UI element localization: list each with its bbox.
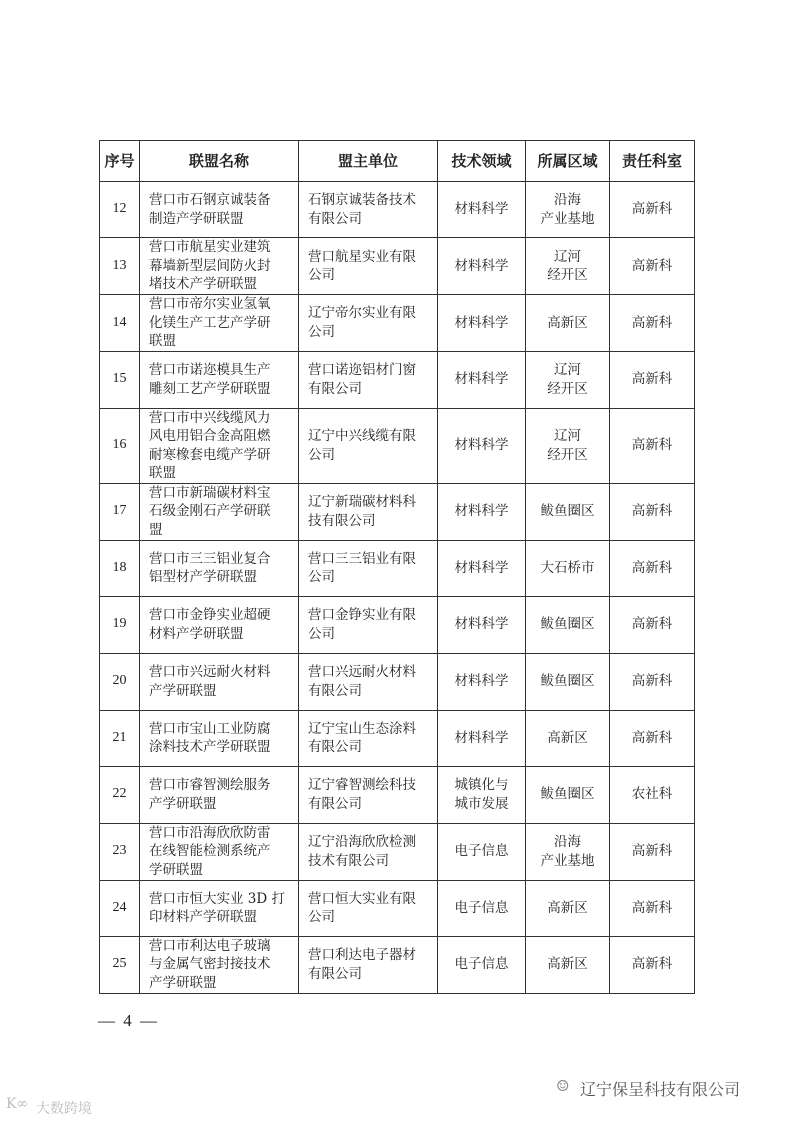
- cell-alliance-name-line: 涂料技术产学研联盟: [149, 739, 271, 755]
- cell-tech-field: [438, 823, 526, 880]
- cell-alliance-name: [140, 880, 299, 936]
- alliance-table: [99, 140, 695, 994]
- cell-lead-unit-line: 公司: [308, 625, 335, 642]
- cell-tech-field: [438, 936, 526, 993]
- cell-region-line: 鲅鱼圈区: [540, 616, 595, 633]
- cell-alliance-name: [140, 596, 299, 653]
- cell-alliance-name: [140, 351, 299, 408]
- header-region: 所属区域: [526, 141, 610, 182]
- cell-alliance-name-line: 学研联盟: [149, 861, 203, 878]
- cell-tech-field-line: 材料科学: [454, 257, 509, 274]
- table-row: [100, 880, 695, 936]
- cell-tech-field: [438, 653, 526, 710]
- cell-office: 农社科: [610, 766, 695, 823]
- cell-alliance-name-line: 幕墙新型层间防火封: [149, 257, 271, 274]
- cell-region-line: 鲅鱼圈区: [540, 786, 595, 803]
- cell-tech-field: [438, 295, 526, 352]
- cell-office: 高新科: [610, 182, 695, 238]
- cell-lead-unit-line: 有限公司: [308, 380, 362, 397]
- cell-office: 高新科: [610, 540, 695, 596]
- cell-alliance-name-line: 铝型材产学研联盟: [149, 569, 257, 585]
- cell-alliance-name-line: 营口市石钢京诚装备: [149, 192, 271, 208]
- cell-alliance-name: [140, 295, 299, 352]
- cell-lead-unit-line: 营口诺迩铝材门窗: [308, 362, 416, 378]
- cell-lead-unit-line: 辽宁睿智测绘科技: [308, 777, 416, 793]
- wechat-icon: ☺: [556, 1077, 570, 1095]
- cell-office: 高新科: [610, 238, 695, 295]
- cell-no: 23: [100, 823, 140, 880]
- table-row: [100, 710, 695, 766]
- cell-no: 18: [100, 540, 140, 596]
- cell-alliance-name: [140, 483, 299, 540]
- cell-office: 高新科: [610, 936, 695, 993]
- cell-region-line: 高新区: [547, 729, 588, 746]
- cell-lead-unit: [299, 766, 438, 823]
- cell-region-line: 产业基地: [540, 852, 595, 869]
- cell-region-line: 高新区: [547, 314, 588, 331]
- cell-alliance-name-line: 营口市睿智测绘服务: [149, 777, 271, 793]
- table-row: [100, 540, 695, 596]
- cell-region: [526, 351, 610, 408]
- cell-region: [526, 540, 610, 596]
- cell-lead-unit: [299, 408, 438, 483]
- brand-watermark: 大数跨境: [36, 1101, 92, 1117]
- cell-lead-unit-line: 有限公司: [308, 795, 362, 812]
- cell-region-line: 经开区: [547, 446, 588, 463]
- cell-lead-unit: [299, 483, 438, 540]
- cell-office: 高新科: [610, 710, 695, 766]
- cell-tech-field-line: 材料科学: [454, 559, 509, 576]
- cell-lead-unit: [299, 823, 438, 880]
- cell-no: 14: [100, 295, 140, 352]
- cell-alliance-name: [140, 823, 299, 880]
- cell-lead-unit: [299, 880, 438, 936]
- cell-region-line: 沿海: [554, 192, 581, 208]
- cell-region-line: 辽河: [554, 248, 581, 265]
- cell-no: 22: [100, 766, 140, 823]
- cell-lead-unit: [299, 653, 438, 710]
- cell-lead-unit: [299, 710, 438, 766]
- cell-tech-field-line: 材料科学: [454, 503, 509, 520]
- cell-lead-unit-line: 辽宁新瑞碳材料科: [308, 494, 416, 510]
- cell-alliance-name-line: 化镁生产工艺产学研: [149, 314, 271, 331]
- cell-lead-unit-line: 公司: [308, 323, 335, 340]
- cell-alliance-name-line: 营口市诺迩模具生产: [149, 362, 271, 378]
- page-number: — 4 —: [98, 1011, 159, 1030]
- cell-tech-field: [438, 710, 526, 766]
- cell-office: 高新科: [610, 408, 695, 483]
- header-name: 联盟名称: [140, 141, 299, 182]
- cell-tech-field: [438, 408, 526, 483]
- cell-lead-unit: [299, 295, 438, 352]
- cell-alliance-name-line: 联盟: [149, 333, 176, 349]
- cell-alliance-name-line: 营口市沿海欣欣防雷: [149, 824, 271, 841]
- cell-region: [526, 880, 610, 936]
- cell-alliance-name-line: 产学研联盟: [149, 974, 217, 991]
- cell-tech-field-line: 材料科学: [454, 673, 509, 690]
- table-row: [100, 483, 695, 540]
- cell-tech-field-line: 材料科学: [454, 371, 509, 388]
- cell-lead-unit-line: 公司: [308, 267, 335, 283]
- cell-region: [526, 182, 610, 238]
- cell-tech-field-line: 材料科学: [454, 729, 509, 746]
- cell-region-line: 经开区: [547, 380, 588, 397]
- cell-region: [526, 823, 610, 880]
- cell-tech-field: [438, 880, 526, 936]
- cell-tech-field-line: 电子信息: [454, 899, 509, 916]
- cell-lead-unit-line: 营口兴远耐火材料: [308, 664, 416, 680]
- header-office: 责任科室: [610, 141, 695, 182]
- cell-region: [526, 766, 610, 823]
- cell-lead-unit-line: 辽宁帝尔实业有限: [308, 305, 416, 322]
- cell-region: [526, 596, 610, 653]
- cell-no: 13: [100, 238, 140, 295]
- cell-office: 高新科: [610, 351, 695, 408]
- table-row: [100, 408, 695, 483]
- cell-region-line: 辽河: [554, 362, 581, 378]
- cell-lead-unit: [299, 351, 438, 408]
- cell-no: 16: [100, 408, 140, 483]
- cell-region-line: 大石桥市: [540, 559, 595, 576]
- cell-alliance-name-line: 石级金刚石产学研联: [149, 503, 271, 520]
- cell-alliance-name-line: 在线智能检测系统产: [149, 843, 271, 860]
- cell-alliance-name-line: 营口市宝山工业防腐: [149, 720, 271, 737]
- cell-tech-field-line: 城市发展: [454, 795, 509, 812]
- cell-no: 25: [100, 936, 140, 993]
- cell-lead-unit-line: 营口航星实业有限: [308, 248, 416, 265]
- cell-alliance-name-line: 营口市兴远耐火材料: [149, 664, 271, 680]
- table-row: [100, 766, 695, 823]
- cell-lead-unit: [299, 182, 438, 238]
- cell-office: 高新科: [610, 880, 695, 936]
- cell-alliance-name-line: 制造产学研联盟: [149, 210, 244, 227]
- cell-alliance-name-line: 产学研联盟: [149, 795, 217, 812]
- cell-lead-unit-line: 营口利达电子器材: [308, 947, 416, 963]
- cell-lead-unit-line: 技有限公司: [308, 512, 376, 529]
- table-row: [100, 823, 695, 880]
- cell-office: 高新科: [610, 823, 695, 880]
- cell-tech-field-line: 材料科学: [454, 201, 509, 218]
- cell-alliance-name-line: 营口市恒大实业 3D 打: [149, 890, 285, 907]
- cell-no: 21: [100, 710, 140, 766]
- table-row: [100, 295, 695, 352]
- cell-region-line: 经开区: [547, 267, 588, 283]
- cell-alliance-name-line: 材料产学研联盟: [149, 625, 244, 642]
- cell-lead-unit-line: 公司: [308, 569, 335, 585]
- cell-tech-field: [438, 483, 526, 540]
- cell-alliance-name-line: 营口市三三铝业复合: [149, 550, 271, 567]
- cell-lead-unit-line: 技术有限公司: [308, 852, 389, 869]
- cell-office: 高新科: [610, 653, 695, 710]
- cell-lead-unit-line: 营口三三铝业有限: [308, 550, 416, 567]
- cell-alliance-name-line: 雕刻工艺产学研联盟: [149, 380, 271, 397]
- cell-alliance-name-line: 营口市中兴线缆风力: [149, 409, 271, 426]
- cell-lead-unit-line: 有限公司: [308, 739, 362, 755]
- cell-no: 24: [100, 880, 140, 936]
- cell-office: 高新科: [610, 483, 695, 540]
- cell-alliance-name-line: 营口市帝尔实业氢氧: [149, 296, 271, 312]
- cell-region-line: 辽河: [554, 428, 581, 444]
- cell-tech-field-line: 材料科学: [454, 437, 509, 454]
- cell-lead-unit-line: 有限公司: [308, 682, 362, 699]
- cell-lead-unit: [299, 238, 438, 295]
- cell-tech-field: [438, 238, 526, 295]
- cell-lead-unit: [299, 596, 438, 653]
- cell-alliance-name-line: 营口市利达电子玻璃: [149, 937, 271, 954]
- cell-region-line: 产业基地: [540, 210, 595, 227]
- brand-logo-icon: K∞: [6, 1096, 29, 1112]
- table-row: [100, 936, 695, 993]
- cell-region: [526, 295, 610, 352]
- cell-lead-unit-line: 公司: [308, 446, 335, 463]
- cell-region-line: 高新区: [547, 956, 588, 973]
- cell-alliance-name-line: 营口市航星实业建筑: [149, 239, 271, 256]
- cell-tech-field-line: 电子信息: [454, 956, 509, 973]
- cell-lead-unit: [299, 540, 438, 596]
- cell-alliance-name: [140, 710, 299, 766]
- cell-tech-field: [438, 540, 526, 596]
- cell-alliance-name-line: 营口市金铮实业超硬: [149, 607, 271, 623]
- cell-alliance-name-line: 产学研联盟: [149, 682, 217, 699]
- cell-lead-unit: [299, 936, 438, 993]
- cell-lead-unit-line: 营口恒大实业有限: [308, 890, 416, 907]
- cell-alliance-name-line: 营口市新瑞碳材料宝: [149, 484, 271, 501]
- cell-region: [526, 653, 610, 710]
- cell-lead-unit-line: 辽宁宝山生态涂料: [308, 720, 416, 737]
- cell-region-line: 鲅鱼圈区: [540, 503, 595, 520]
- cell-office: 高新科: [610, 295, 695, 352]
- cell-alliance-name: [140, 766, 299, 823]
- cell-region: [526, 483, 610, 540]
- cell-tech-field: [438, 351, 526, 408]
- cell-alliance-name-line: 联盟: [149, 465, 176, 481]
- cell-alliance-name: [140, 182, 299, 238]
- table-header-row: [100, 141, 695, 182]
- cell-alliance-name-line: 印材料产学研联盟: [149, 909, 257, 925]
- table-row: [100, 182, 695, 238]
- cell-region-line: 高新区: [547, 899, 588, 916]
- cell-tech-field-line: 材料科学: [454, 314, 509, 331]
- cell-tech-field-line: 城镇化与: [454, 777, 509, 793]
- cell-alliance-name-line: 盟: [149, 521, 163, 538]
- cell-no: 20: [100, 653, 140, 710]
- table-row: [100, 653, 695, 710]
- cell-tech-field: [438, 766, 526, 823]
- cell-no: 12: [100, 182, 140, 238]
- cell-tech-field: [438, 182, 526, 238]
- cell-alliance-name: [140, 540, 299, 596]
- cell-alliance-name: [140, 653, 299, 710]
- cell-no: 15: [100, 351, 140, 408]
- cell-region-line: 鲅鱼圈区: [540, 673, 595, 690]
- cell-region: [526, 710, 610, 766]
- cell-tech-field-line: 电子信息: [454, 843, 509, 860]
- cell-tech-field-line: 材料科学: [454, 616, 509, 633]
- cell-region: [526, 238, 610, 295]
- table-row: [100, 596, 695, 653]
- header-lead: 盟主单位: [299, 141, 438, 182]
- cell-alliance-name-line: 堵技术产学研联盟: [149, 276, 257, 293]
- cell-lead-unit-line: 营口金铮实业有限: [308, 607, 416, 623]
- table-row: [100, 351, 695, 408]
- cell-region-line: 沿海: [554, 834, 581, 850]
- cell-office: 高新科: [610, 596, 695, 653]
- cell-region: [526, 408, 610, 483]
- cell-alliance-name-line: 与金属气密封接技术: [149, 956, 271, 973]
- cell-lead-unit-line: 辽宁中兴线缆有限: [308, 428, 416, 444]
- cell-no: 19: [100, 596, 140, 653]
- cell-alliance-name: [140, 408, 299, 483]
- cell-alliance-name: [140, 238, 299, 295]
- cell-lead-unit-line: 石钢京诚装备技术: [308, 192, 416, 208]
- header-no: 序号: [100, 141, 140, 182]
- cell-tech-field: [438, 596, 526, 653]
- cell-alliance-name-line: 耐寒橡套电缆产学研: [149, 446, 271, 463]
- cell-alliance-name: [140, 936, 299, 993]
- header-field: 技术领域: [438, 141, 526, 182]
- table-row: [100, 238, 695, 295]
- cell-lead-unit-line: 公司: [308, 909, 335, 925]
- cell-alliance-name-line: 风电用铝合金高阻燃: [149, 428, 271, 444]
- cell-lead-unit-line: 有限公司: [308, 210, 362, 227]
- cell-lead-unit-line: 辽宁沿海欣欣检测: [308, 834, 416, 850]
- cell-no: 17: [100, 483, 140, 540]
- wechat-watermark: 辽宁保呈科技有限公司: [580, 1080, 741, 1099]
- cell-region: [526, 936, 610, 993]
- cell-lead-unit-line: 有限公司: [308, 965, 362, 982]
